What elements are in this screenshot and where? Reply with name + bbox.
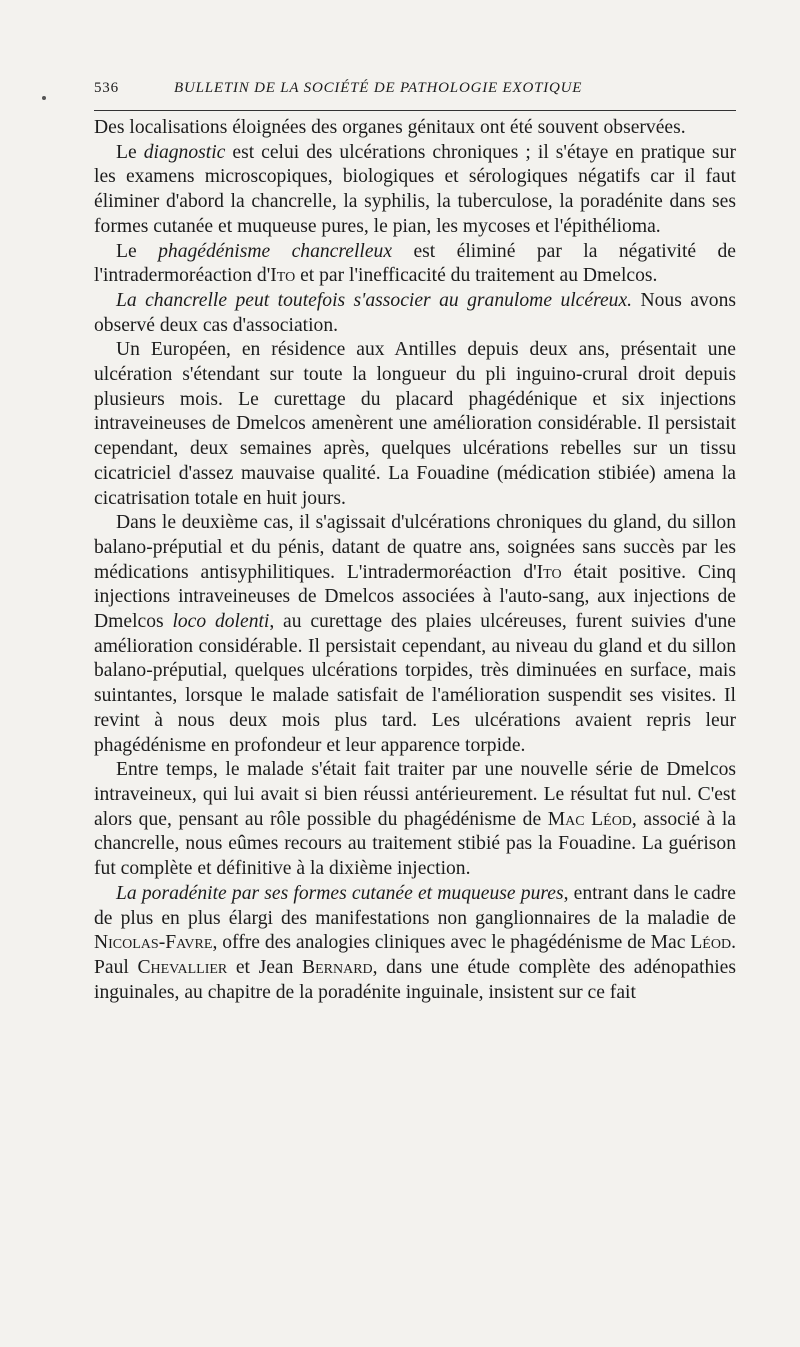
paragraph-8 [94,882,736,1006]
paragraph-1 [94,116,736,141]
body-text [94,116,736,1005]
paragraph-text: Un Européen, en résidence aux Antilles depuis deux ans, présentait une ulcération s'étendant sur toute la longueur du pli inguino-crural droit depuis plusieurs mois. Le curettage du placard phagédénique et six injections intraveineuses de Dmelcos amenèrent une amélioration considérable. Il persistait cependant, deux semaines après, quelques ulcérations rebelles sur un tissu cicatriciel d'assez mauvaise qualité. La Fouadine (médication stibiée) amena la cicatrisation totale en huit jours. [94,339,736,509]
author-name: Mac Léod [547,808,632,830]
italic-heading: La poradénite par ses formes cutanée et muqueuse pures [116,882,564,904]
page-header [94,76,734,104]
paragraph-text: Entre temps, le malade s'était fait traiter par une nouvelle série de Dmelcos intraveineux, qui lui avait si bien réussi antérieurement. Le résultat fut nul. C'est alors que, pensant au rôle possible du phagédénisme de [94,759,736,830]
paragraph-7 [94,758,736,882]
paragraph-text: Des localisations éloignées des organes génitaux ont été souvent observées. [94,117,686,138]
paragraph-text: était positive. Cinq injections intraveineuses de Dmelcos associées à l'auto-sang, aux injections de Dmelcos [94,561,736,633]
author-name: Léod [690,932,732,954]
paragraph-6 [94,511,736,758]
author-name: Bernard [302,956,373,978]
paragraph-text: , au curettage des plaies ulcéreuses, furent suivies d'une amélioration considérable. Il persistait cependant, au niveau du gland et du sillon balano-préputial, quelques ulcérations torpides, très diminuées en surface, mais suintantes, lorsque le malade satisfait de l'amélioration suspendit ses visites. Il revint à nous deux mois plus tard. Les ulcérations avaient repris leur phagédénisme en profondeur et leur apparence torpide. [94,611,736,756]
italic-term: phagédénisme chancrelleux [158,240,393,262]
paragraph-3 [94,240,736,289]
paragraph-2 [94,141,736,240]
paragraph-text: , dans une étude complète des adénopathies inguinales, au chapitre de la poradénite inguinale, insistent sur ce fait [94,956,737,1003]
paragraph-text: , associé à la chancrelle, nous eûmes recours au traitement stibié pas la Fouadine. La guérison fut complète et définitive à la dixième injection. [94,808,736,880]
paragraph-text: , entrant dans le cadre de plus en plus élargi des manifestations non ganglionnaires de la maladie de [94,882,736,929]
paragraph-text: , offre des analogies cliniques avec le phagédénisme de Mac [212,932,691,954]
header-rule [94,110,736,111]
author-name: Chevallier [137,956,228,978]
author-name: Ito [270,265,296,287]
paragraph-text: est éliminé par la négativité de l'intradermoréaction d' [94,240,736,287]
paragraph-text: et par l'inefficacité du traitement au Dmelcos. [295,265,658,287]
italic-heading: La chancrelle peut toutefois s'associer au granulome ulcéreux. [116,289,633,311]
author-name: Ito [536,561,562,583]
author-name: Nicolas-Favre [94,932,213,954]
paragraph-text: Nous avons observé deux cas d'association. [94,289,736,336]
paragraph-text: Le [116,240,159,262]
paragraph-text: est celui des ulcérations chroniques ; il s'étaye en pratique sur les examens microscopiques, biologiques et sérologiques négatifs car il faut éliminer d'abord la chancrelle, la syphilis, la tuberculose, la poradénite dans ses formes cutanée et muqueuse pures, le pian, les mycoses et l'épithélioma. [94,141,736,237]
paragraph-text: . Paul [94,932,736,978]
paragraph-text: et Jean [227,956,303,978]
paragraph-text: Le [116,141,144,163]
paragraph-4 [94,289,736,338]
paragraph-text: Dans le deuxième cas, il s'agissait d'ulcérations chroniques du gland, du sillon balano-préputial et du pénis, datant de quatre ans, soignées sans succès par les médications antisyphilitiques. L'intradermoréaction d' [94,512,736,583]
italic-term: loco dolenti [172,611,270,633]
paragraph-5 [94,338,736,511]
running-title: BULLETIN DE LA SOCIÉTÉ DE PATHOLOGIE EXOTIQUE [174,80,583,96]
margin-dot [42,96,46,100]
italic-term: diagnostic [143,141,226,163]
page-number: 536 [94,80,119,96]
